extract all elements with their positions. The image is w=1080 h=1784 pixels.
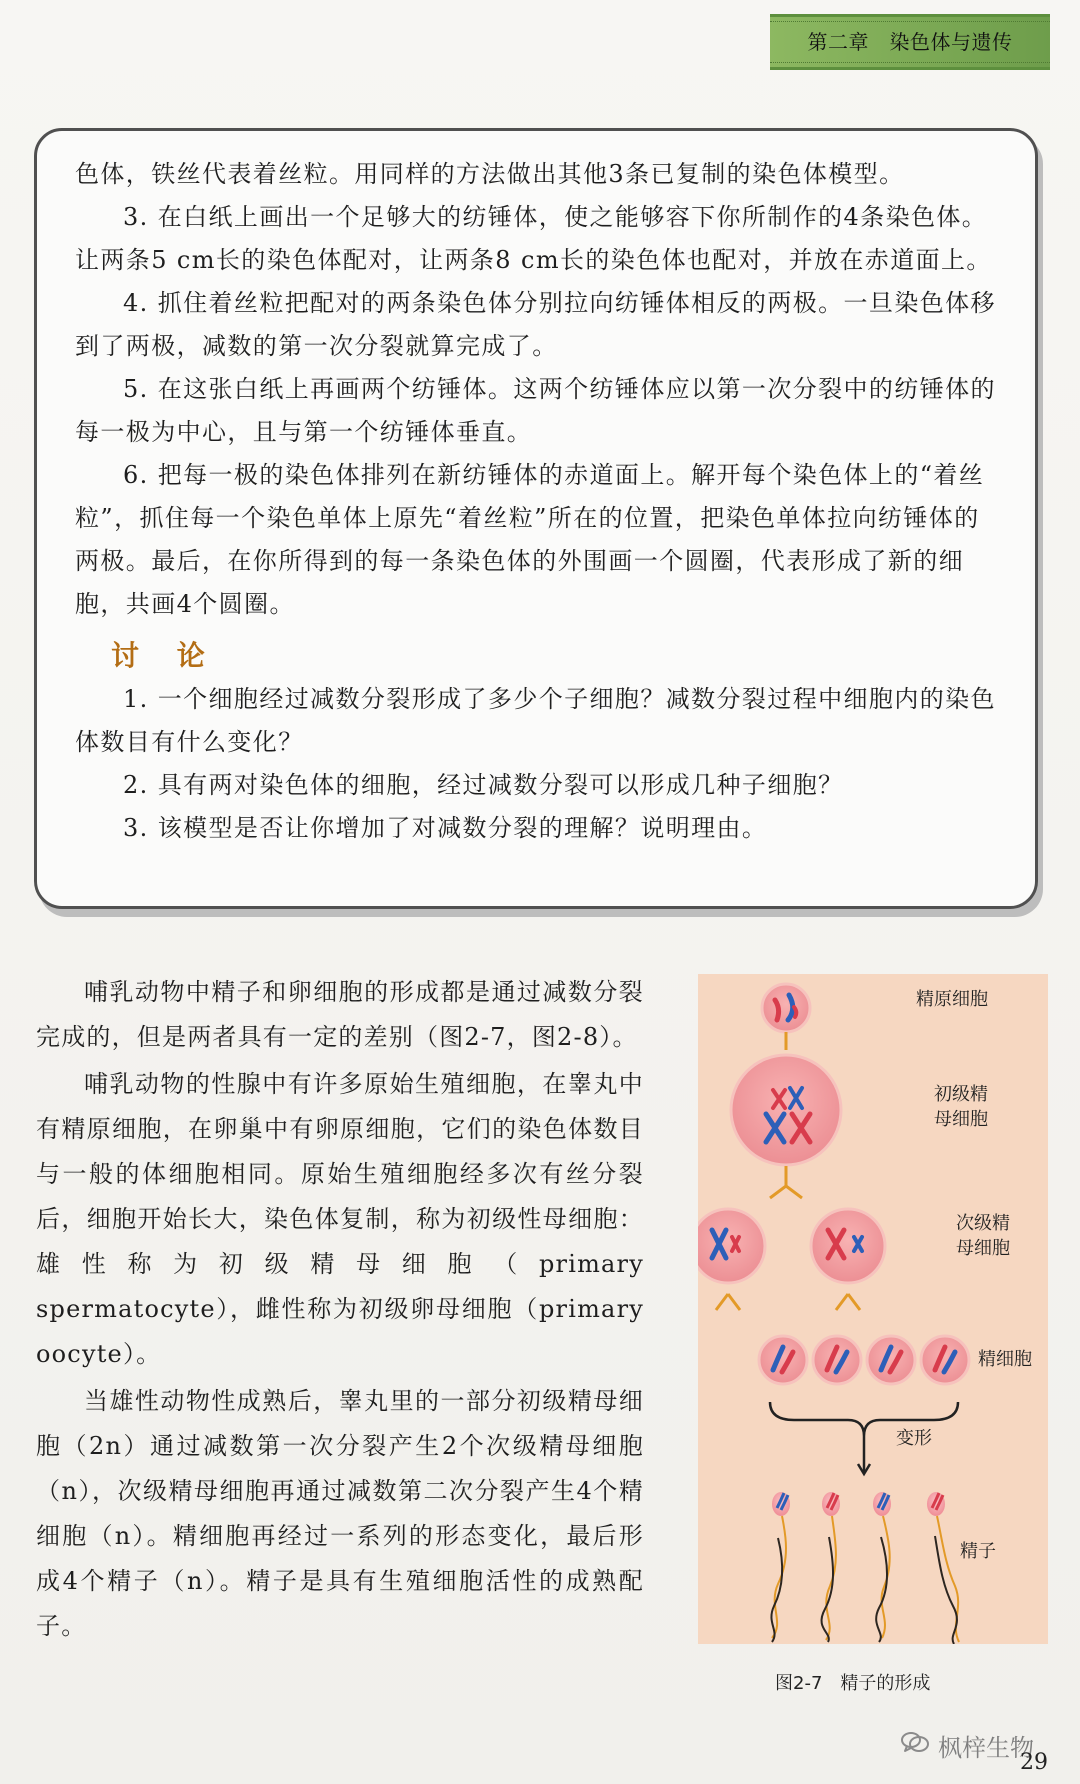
primary-spermatocyte-cell (731, 1055, 841, 1165)
spermatid-cell (813, 1336, 861, 1384)
figure-caption: 图2-7 精子的形成 (775, 1673, 931, 1694)
discussion-title: 讨 论 (111, 639, 219, 672)
activity-paragraph: 4. 抓住着丝粒把配对的两条染色体分别拉向纺锤体相反的两极。一旦染色体移到了两极，减数的第一次分裂就算完成了。 (75, 289, 996, 360)
spermatid-cell (759, 1336, 807, 1384)
sperm (873, 1492, 891, 1642)
activity-paragraph: 色体，铁丝代表着丝粒。用同样的方法做出其他3条已复制的染色体模型。 (75, 160, 905, 188)
activity-paragraph: 6. 把每一极的染色体排列在新纺锤体的赤道面上。解开每个染色体上的“着丝粒”，抓住每一个染色单体上原先“着丝粒”所在的位置，把染色单体拉向纺锤体的两极。最后，在你所得到的每一条染色体的外围画一个圆圈，代表形成了新的细胞，共画4个圆圈。 (75, 461, 985, 618)
body-paragraph: 哺乳动物中精子和卵细胞的形成都是通过减数分裂完成的，但是两者具有一定的差别（图2-7，图2-8）。 (36, 978, 644, 1051)
chromosome-red (794, 1007, 796, 1017)
label-sperm: 精子 (960, 1541, 996, 1562)
activity-box (34, 128, 1038, 909)
main-text-column (36, 970, 644, 1651)
label-secondary-spermatocyte-line2: 母细胞 (956, 1238, 1010, 1259)
page-number: 29 (1020, 1750, 1048, 1775)
spermatid-cell (867, 1336, 915, 1384)
split-arrow (836, 1294, 860, 1310)
spermatogenesis-figure (698, 974, 1048, 1644)
discussion-question: 2. 具有两对染色体的细胞，经过减数分裂可以形成几种子细胞？ (123, 771, 844, 799)
label-primary-spermatocyte-line1: 初级精 (934, 1084, 988, 1105)
chapter-header: 第二章 染色体与遗传 (770, 14, 1050, 70)
body-paragraph: 当雄性动物性成熟后，睾丸里的一部分初级精母细胞（2n）通过减数第一次分裂产生2个次级精母细胞（n），次级精母细胞再通过减数第二次分裂产生4个精细胞（n）。精细胞再经过一系列的形态变化，最后形成4个精子（n）。精子是具有生殖细胞活性的成熟配子。 (36, 1387, 644, 1640)
watermark-text: 枫梓生物 (938, 1733, 1034, 1762)
sperm (927, 1492, 959, 1644)
label-transform: 变形 (896, 1428, 932, 1449)
sperm (771, 1492, 790, 1642)
secondary-spermatocyte-cell (811, 1209, 885, 1283)
discussion-question: 3. 该模型是否让你增加了对减数分裂的理解？说明理由。 (123, 814, 768, 842)
sperm (822, 1492, 840, 1642)
activity-paragraph: 3. 在白纸上画出一个足够大的纺锤体，使之能够容下你所制作的4条染色体。让两条5 cm长的染色体配对，让两条8 cm长的染色体也配对，并放在赤道面上。 (75, 203, 992, 274)
activity-paragraph: 5. 在这张白纸上再画两个纺锤体。这两个纺锤体应以第一次分裂中的纺锤体的每一极为中心，且与第一个纺锤体垂直。 (75, 375, 996, 446)
label-spermatogonium: 精原细胞 (916, 989, 988, 1010)
chat-bubble-icon (900, 1730, 930, 1760)
spermatogonium-cell (762, 984, 810, 1032)
split-arrow (770, 1186, 802, 1198)
label-secondary-spermatocyte-line1: 次级精 (956, 1213, 1010, 1234)
label-spermatid: 精细胞 (978, 1349, 1032, 1370)
spermatid-cell (921, 1336, 969, 1384)
split-arrow (716, 1294, 740, 1310)
watermark (900, 1725, 1034, 1765)
body-paragraph: 哺乳动物的性腺中有许多原始生殖细胞，在睾丸中有精原细胞，在卵巢中有卵原细胞，它们的染色体数目与一般的体细胞相同。原始生殖细胞经多次有丝分裂后，细胞开始长大，染色体复制，称为初级性母细胞：雄性称为初级精母细胞（primary spermatocyte），雌性称为初级卵母细胞（primary oocyte）。 (36, 1070, 644, 1368)
label-primary-spermatocyte-line2: 母细胞 (934, 1109, 988, 1130)
discussion-question: 1. 一个细胞经过减数分裂形成了多少个子细胞？减数分裂过程中细胞内的染色体数目有什么变化？ (75, 685, 996, 756)
secondary-spermatocyte-cell (698, 1209, 765, 1283)
